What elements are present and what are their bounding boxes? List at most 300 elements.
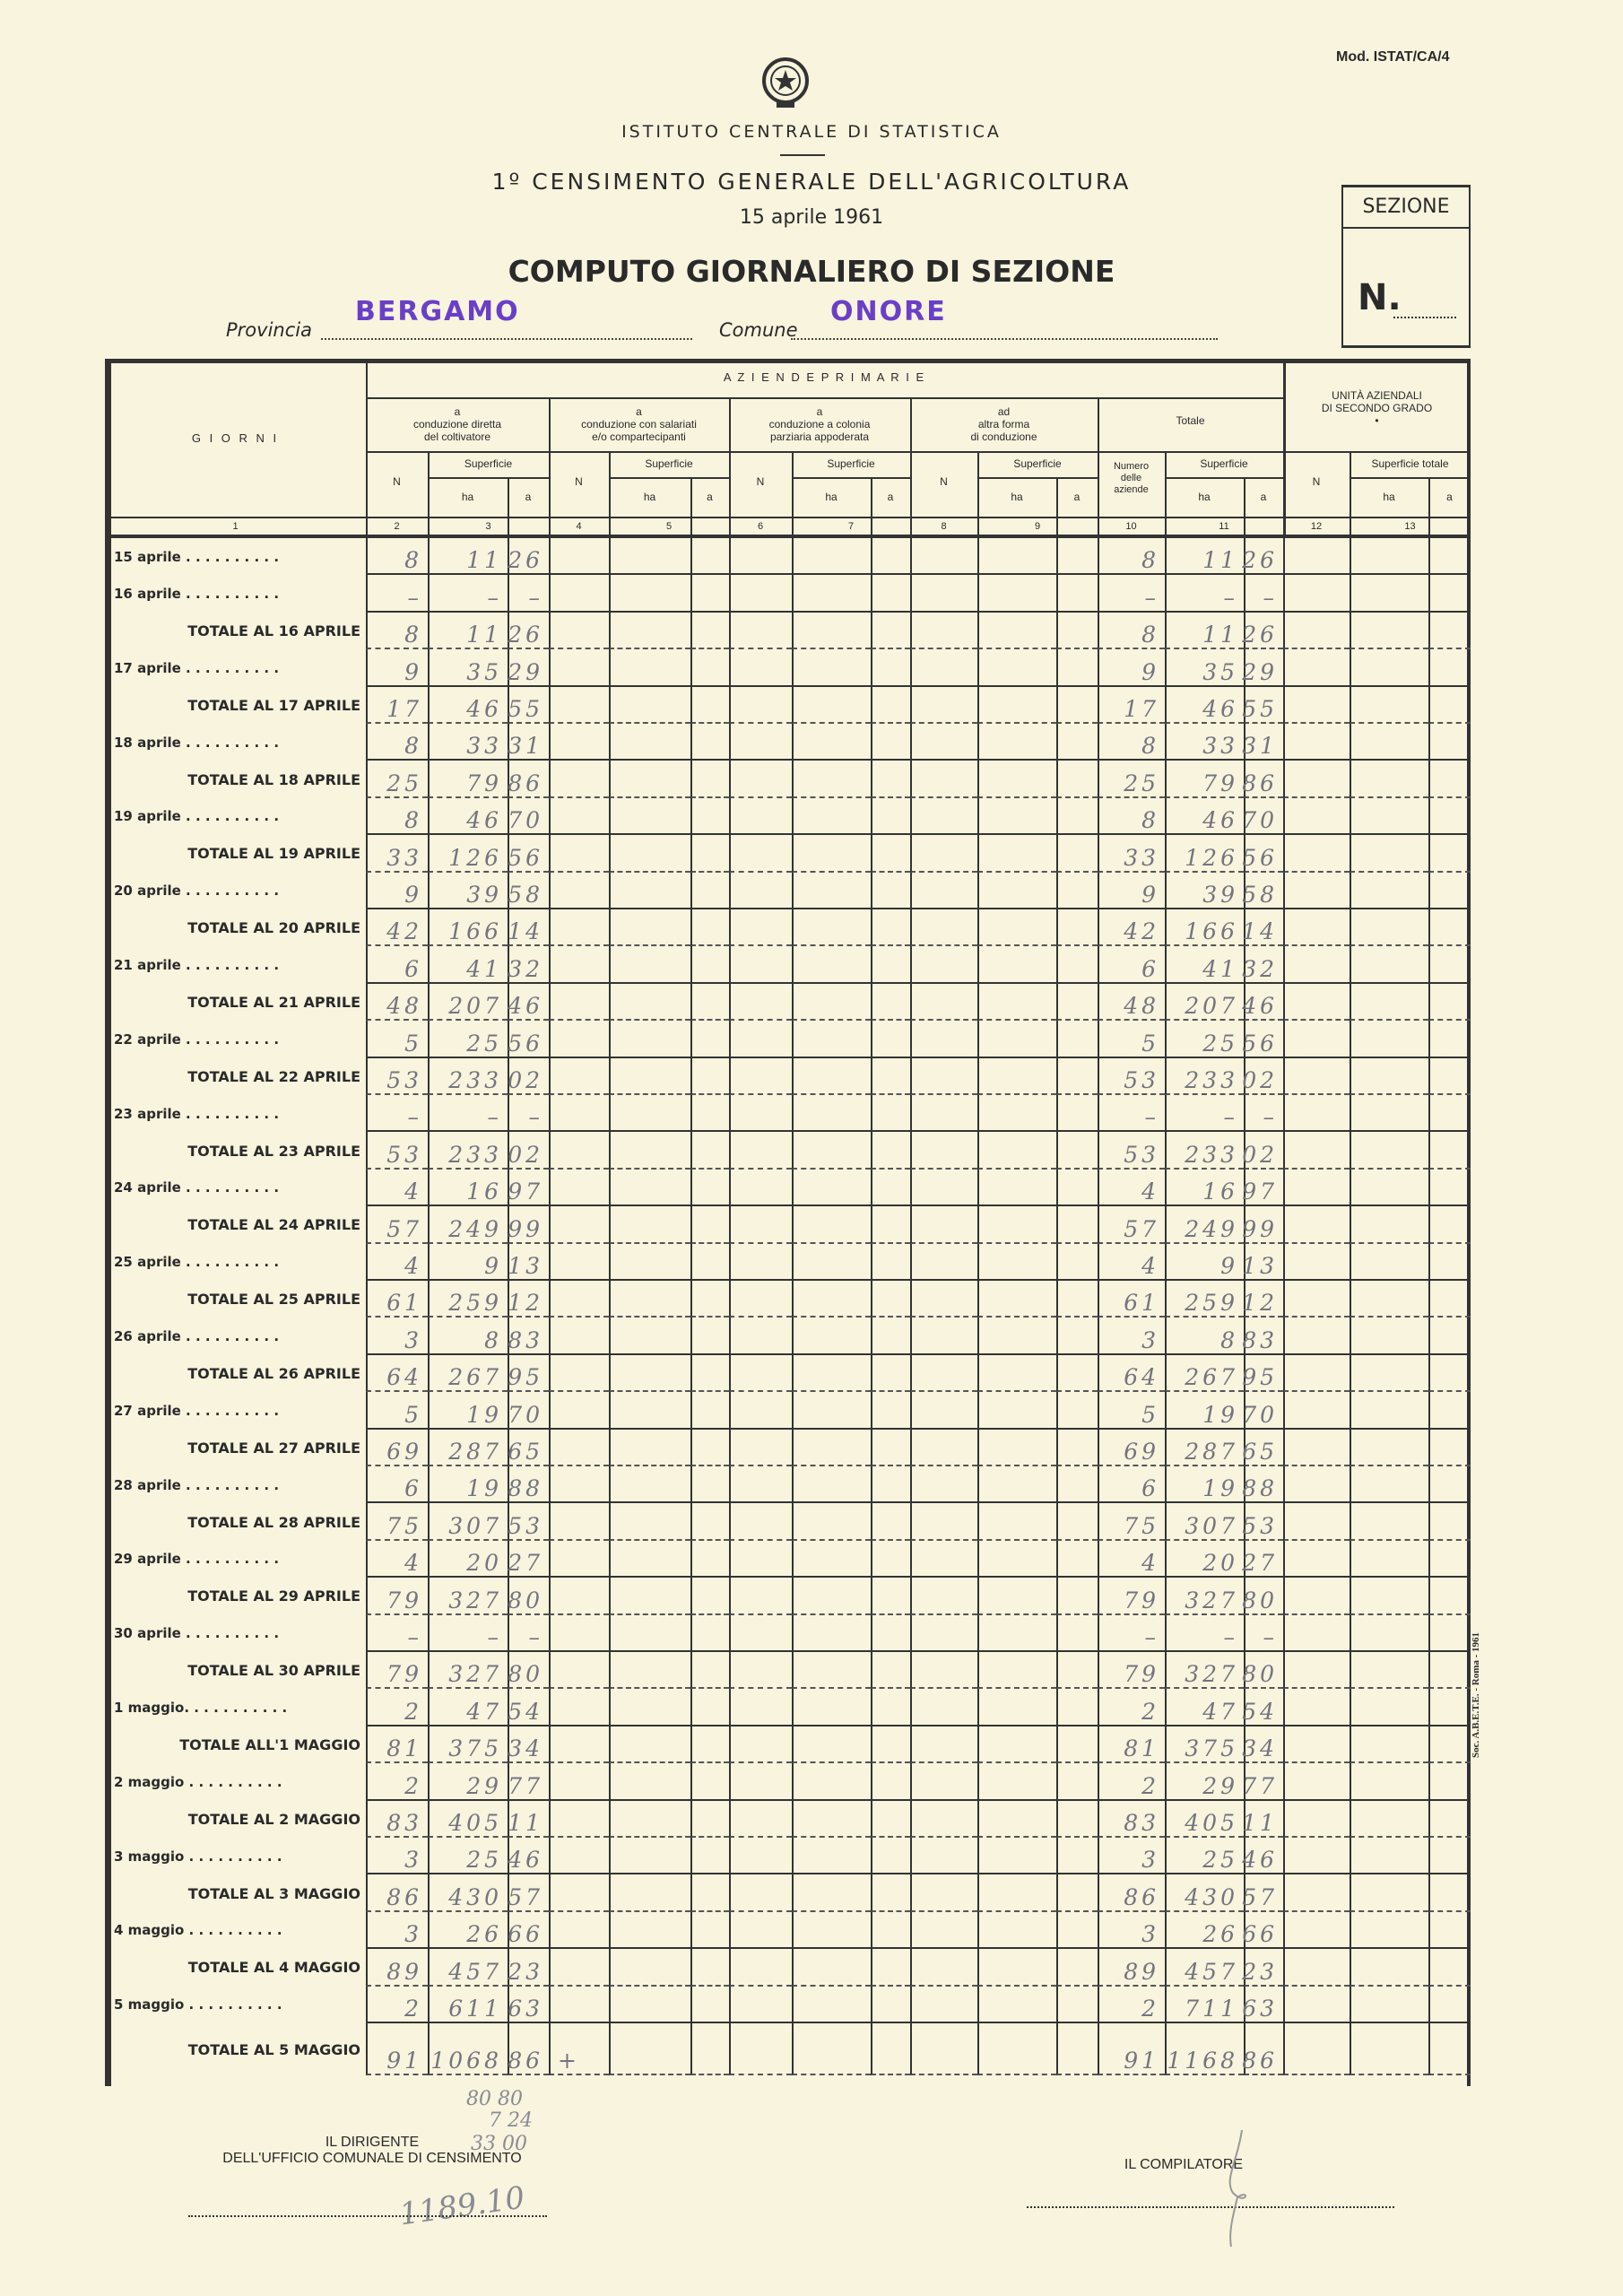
table-cell[interactable]	[609, 1987, 690, 2023]
table-cell[interactable]	[508, 1801, 549, 1838]
table-cell[interactable]	[1165, 1503, 1244, 1540]
table-cell[interactable]	[729, 1503, 792, 1540]
table-cell[interactable]	[977, 984, 1056, 1021]
table-cell[interactable]	[792, 1058, 871, 1095]
table-cell[interactable]	[871, 1541, 910, 1578]
table-cell[interactable]	[1283, 1132, 1350, 1169]
table-cell[interactable]	[729, 1949, 792, 1986]
table-cell[interactable]	[910, 1281, 977, 1318]
table-cell[interactable]	[1165, 1244, 1244, 1281]
table-cell[interactable]	[1098, 835, 1165, 872]
table-cell[interactable]	[366, 909, 428, 946]
table-cell[interactable]	[1165, 687, 1244, 724]
table-cell[interactable]	[729, 1578, 792, 1614]
table-cell[interactable]	[977, 1095, 1056, 1132]
table-cell[interactable]	[1165, 1912, 1244, 1949]
table-cell[interactable]	[549, 1021, 609, 1057]
table-cell[interactable]	[1283, 1838, 1350, 1874]
table-cell[interactable]	[366, 1874, 428, 1911]
table-cell[interactable]	[1283, 1318, 1350, 1354]
table-cell[interactable]	[428, 613, 508, 649]
table-cell[interactable]	[508, 761, 549, 797]
table-cell[interactable]	[977, 1021, 1056, 1057]
table-cell[interactable]	[1056, 687, 1098, 724]
table-cell[interactable]	[690, 798, 729, 835]
table-cell[interactable]	[977, 1689, 1056, 1726]
table-cell[interactable]	[1056, 761, 1098, 797]
table-cell[interactable]	[1056, 1430, 1098, 1466]
table-cell[interactable]	[1428, 1652, 1471, 1689]
table-cell[interactable]	[366, 1503, 428, 1540]
table-cell[interactable]	[366, 1058, 428, 1095]
comune-value[interactable]: ONORE	[830, 296, 947, 327]
table-cell[interactable]	[508, 946, 549, 983]
table-cell[interactable]	[609, 1949, 690, 1986]
table-cell[interactable]	[792, 798, 871, 835]
table-cell[interactable]	[1056, 1503, 1098, 1540]
table-cell[interactable]	[792, 1392, 871, 1429]
table-cell[interactable]	[1350, 1430, 1428, 1466]
table-cell[interactable]	[1283, 1578, 1350, 1614]
table-cell[interactable]	[1428, 1244, 1471, 1281]
table-cell[interactable]	[1098, 1652, 1165, 1689]
table-cell[interactable]	[977, 1763, 1056, 1800]
table-cell[interactable]	[1165, 1726, 1244, 1763]
table-cell[interactable]	[729, 538, 792, 575]
table-cell[interactable]	[609, 1281, 690, 1318]
table-cell[interactable]	[792, 1689, 871, 1726]
table-cell[interactable]	[609, 1652, 690, 1689]
table-cell[interactable]	[690, 835, 729, 872]
compilatore-signature-line[interactable]	[1027, 2206, 1394, 2208]
table-cell[interactable]	[690, 1392, 729, 1429]
table-cell[interactable]	[508, 575, 549, 612]
table-cell[interactable]	[549, 1206, 609, 1243]
table-cell[interactable]	[1056, 835, 1098, 872]
table-cell[interactable]	[871, 761, 910, 797]
table-cell[interactable]	[910, 1874, 977, 1911]
table-cell[interactable]	[609, 1095, 690, 1132]
table-cell[interactable]	[549, 1652, 609, 1689]
table-cell[interactable]	[792, 1987, 871, 2023]
table-cell[interactable]	[549, 909, 609, 946]
table-cell[interactable]	[1056, 798, 1098, 835]
table-cell[interactable]	[549, 1170, 609, 1206]
table-cell[interactable]	[871, 613, 910, 649]
table-cell[interactable]	[428, 1689, 508, 1726]
table-cell[interactable]	[792, 1726, 871, 1763]
table-cell[interactable]	[1098, 1615, 1165, 1652]
table-cell[interactable]	[609, 1392, 690, 1429]
table-cell[interactable]	[609, 1503, 690, 1540]
table-cell[interactable]	[1244, 1541, 1283, 1578]
table-cell[interactable]	[1283, 724, 1350, 761]
table-cell[interactable]	[428, 1987, 508, 2023]
table-cell[interactable]	[1244, 909, 1283, 946]
table-cell[interactable]	[910, 1578, 977, 1614]
table-cell[interactable]	[729, 835, 792, 872]
table-cell[interactable]	[1350, 1281, 1428, 1318]
table-cell[interactable]	[549, 761, 609, 797]
table-cell[interactable]	[1056, 1281, 1098, 1318]
table-cell[interactable]	[1056, 724, 1098, 761]
table-cell[interactable]	[910, 1206, 977, 1243]
table-cell[interactable]	[1098, 909, 1165, 946]
table-cell[interactable]	[1283, 761, 1350, 797]
table-cell[interactable]	[1098, 1726, 1165, 1763]
table-cell[interactable]	[977, 1281, 1056, 1318]
table-cell[interactable]	[1056, 1838, 1098, 1874]
table-cell[interactable]	[1350, 1541, 1428, 1578]
table-cell[interactable]	[1244, 1578, 1283, 1614]
table-cell[interactable]	[792, 1170, 871, 1206]
table-cell[interactable]	[1350, 1466, 1428, 1503]
table-cell[interactable]	[1350, 1206, 1428, 1243]
table-cell[interactable]	[1428, 1503, 1471, 1540]
table-cell[interactable]	[1350, 946, 1428, 983]
table-cell[interactable]	[910, 1466, 977, 1503]
table-cell[interactable]	[1428, 1132, 1471, 1169]
table-cell[interactable]	[1056, 1874, 1098, 1911]
table-cell[interactable]	[366, 1430, 428, 1466]
table-cell[interactable]	[792, 873, 871, 909]
table-cell[interactable]	[1056, 1801, 1098, 1838]
table-cell[interactable]	[871, 1430, 910, 1466]
table-cell[interactable]	[1428, 687, 1471, 724]
table-cell[interactable]	[977, 538, 1056, 575]
table-cell[interactable]	[729, 1392, 792, 1429]
table-cell[interactable]	[1350, 1763, 1428, 1800]
table-cell[interactable]	[428, 538, 508, 575]
table-cell[interactable]	[1056, 909, 1098, 946]
table-cell[interactable]	[1428, 946, 1471, 983]
table-cell[interactable]	[609, 1541, 690, 1578]
table-cell[interactable]	[366, 1132, 428, 1169]
table-cell[interactable]	[729, 1801, 792, 1838]
table-cell[interactable]	[366, 1801, 428, 1838]
table-cell[interactable]	[1165, 1949, 1244, 1986]
table-cell[interactable]	[1165, 1466, 1244, 1503]
table-cell[interactable]	[690, 1652, 729, 1689]
table-cell[interactable]	[690, 2023, 729, 2075]
table-cell[interactable]	[1350, 1949, 1428, 1986]
table-cell[interactable]	[549, 1987, 609, 2023]
table-cell[interactable]	[910, 761, 977, 797]
table-cell[interactable]	[1244, 835, 1283, 872]
table-cell[interactable]	[549, 1838, 609, 1874]
table-cell[interactable]	[690, 1058, 729, 1095]
table-cell[interactable]	[1283, 1763, 1350, 1800]
table-cell[interactable]	[1244, 1430, 1283, 1466]
table-cell[interactable]	[508, 2023, 549, 2075]
table-cell[interactable]	[1283, 1095, 1350, 1132]
table-cell[interactable]	[1244, 1206, 1283, 1243]
table-cell[interactable]	[1165, 873, 1244, 909]
table-cell[interactable]	[1244, 1466, 1283, 1503]
table-cell[interactable]	[428, 761, 508, 797]
table-cell[interactable]	[1165, 1095, 1244, 1132]
table-cell[interactable]	[1350, 835, 1428, 872]
table-cell[interactable]	[366, 613, 428, 649]
table-cell[interactable]	[1098, 761, 1165, 797]
table-cell[interactable]	[1283, 649, 1350, 686]
table-cell[interactable]	[729, 873, 792, 909]
table-cell[interactable]	[508, 1949, 549, 1986]
table-cell[interactable]	[1098, 649, 1165, 686]
table-cell[interactable]	[1350, 575, 1428, 612]
table-cell[interactable]	[428, 1021, 508, 1057]
table-cell[interactable]	[549, 946, 609, 983]
table-cell[interactable]	[1283, 1541, 1350, 1578]
table-cell[interactable]	[508, 984, 549, 1021]
table-cell[interactable]	[428, 798, 508, 835]
table-cell[interactable]	[1056, 873, 1098, 909]
table-cell[interactable]	[1165, 538, 1244, 575]
table-cell[interactable]	[1165, 1355, 1244, 1392]
table-cell[interactable]	[428, 1095, 508, 1132]
table-cell[interactable]	[366, 1987, 428, 2023]
table-cell[interactable]	[977, 1801, 1056, 1838]
table-cell[interactable]	[1428, 873, 1471, 909]
table-cell[interactable]	[428, 1281, 508, 1318]
table-cell[interactable]	[508, 1318, 549, 1354]
table-cell[interactable]	[1350, 1726, 1428, 1763]
table-cell[interactable]	[508, 1095, 549, 1132]
table-cell[interactable]	[1283, 1392, 1350, 1429]
table-cell[interactable]	[1428, 1058, 1471, 1095]
table-cell[interactable]	[910, 1503, 977, 1540]
table-cell[interactable]	[871, 946, 910, 983]
table-cell[interactable]	[1165, 1058, 1244, 1095]
table-cell[interactable]	[609, 1244, 690, 1281]
table-cell[interactable]	[977, 1466, 1056, 1503]
table-cell[interactable]	[428, 1874, 508, 1911]
table-cell[interactable]	[1098, 1801, 1165, 1838]
table-cell[interactable]	[792, 1355, 871, 1392]
table-cell[interactable]	[1056, 1206, 1098, 1243]
table-cell[interactable]	[690, 1355, 729, 1392]
table-cell[interactable]	[1165, 724, 1244, 761]
table-cell[interactable]	[871, 1615, 910, 1652]
table-cell[interactable]	[1428, 724, 1471, 761]
table-cell[interactable]	[366, 1244, 428, 1281]
table-cell[interactable]	[1056, 1949, 1098, 1986]
table-cell[interactable]	[792, 1874, 871, 1911]
table-cell[interactable]	[792, 1095, 871, 1132]
table-cell[interactable]	[428, 1949, 508, 1986]
table-cell[interactable]	[1098, 873, 1165, 909]
table-cell[interactable]	[609, 909, 690, 946]
table-cell[interactable]	[1056, 1689, 1098, 1726]
table-cell[interactable]	[1283, 909, 1350, 946]
table-cell[interactable]	[549, 649, 609, 686]
table-cell[interactable]	[871, 1170, 910, 1206]
table-cell[interactable]	[1244, 1874, 1283, 1911]
table-cell[interactable]	[1165, 946, 1244, 983]
table-cell[interactable]	[549, 1726, 609, 1763]
table-cell[interactable]	[1283, 1058, 1350, 1095]
table-cell[interactable]	[690, 1095, 729, 1132]
table-cell[interactable]	[910, 873, 977, 909]
table-cell[interactable]	[690, 946, 729, 983]
table-cell[interactable]	[508, 649, 549, 686]
table-cell[interactable]	[366, 1095, 428, 1132]
table-cell[interactable]	[1283, 538, 1350, 575]
table-cell[interactable]	[690, 1838, 729, 1874]
table-cell[interactable]	[729, 1430, 792, 1466]
table-cell[interactable]	[549, 1949, 609, 1986]
table-cell[interactable]	[549, 1578, 609, 1614]
table-cell[interactable]	[549, 1318, 609, 1354]
table-cell[interactable]	[792, 687, 871, 724]
table-cell[interactable]	[1098, 575, 1165, 612]
table-cell[interactable]	[1056, 1466, 1098, 1503]
table-cell[interactable]	[366, 2023, 428, 2075]
table-cell[interactable]	[729, 724, 792, 761]
table-cell[interactable]	[977, 1541, 1056, 1578]
table-cell[interactable]	[871, 835, 910, 872]
table-cell[interactable]	[1428, 1763, 1471, 1800]
sezione-number-field[interactable]	[1393, 317, 1456, 318]
table-cell[interactable]	[366, 761, 428, 797]
table-cell[interactable]	[871, 984, 910, 1021]
table-cell[interactable]	[508, 1726, 549, 1763]
table-cell[interactable]	[1098, 724, 1165, 761]
table-cell[interactable]	[549, 2023, 609, 2075]
table-cell[interactable]	[549, 798, 609, 835]
table-cell[interactable]	[792, 613, 871, 649]
table-cell[interactable]	[549, 613, 609, 649]
table-cell[interactable]	[910, 1689, 977, 1726]
table-cell[interactable]	[1283, 1726, 1350, 1763]
table-cell[interactable]	[1056, 1726, 1098, 1763]
table-cell[interactable]	[910, 1615, 977, 1652]
table-cell[interactable]	[1244, 1726, 1283, 1763]
table-cell[interactable]	[1056, 1132, 1098, 1169]
table-cell[interactable]	[549, 1912, 609, 1949]
table-cell[interactable]	[690, 1949, 729, 1986]
table-cell[interactable]	[609, 2023, 690, 2075]
table-cell[interactable]	[1098, 1170, 1165, 1206]
table-cell[interactable]	[690, 1430, 729, 1466]
table-cell[interactable]	[428, 1392, 508, 1429]
table-cell[interactable]	[910, 1949, 977, 1986]
table-cell[interactable]	[609, 1838, 690, 1874]
table-cell[interactable]	[1283, 1170, 1350, 1206]
table-cell[interactable]	[366, 649, 428, 686]
table-cell[interactable]	[508, 1578, 549, 1614]
table-cell[interactable]	[690, 984, 729, 1021]
table-cell[interactable]	[977, 946, 1056, 983]
table-cell[interactable]	[1165, 1132, 1244, 1169]
table-cell[interactable]	[1244, 1095, 1283, 1132]
table-cell[interactable]	[609, 1912, 690, 1949]
table-cell[interactable]	[1244, 1949, 1283, 1986]
table-cell[interactable]	[1350, 909, 1428, 946]
table-cell[interactable]	[428, 835, 508, 872]
table-cell[interactable]	[792, 1466, 871, 1503]
table-cell[interactable]	[1283, 1689, 1350, 1726]
table-cell[interactable]	[871, 909, 910, 946]
table-cell[interactable]	[508, 873, 549, 909]
table-cell[interactable]	[871, 1318, 910, 1354]
table-cell[interactable]	[1056, 649, 1098, 686]
table-cell[interactable]	[1283, 1281, 1350, 1318]
table-cell[interactable]	[1244, 1801, 1283, 1838]
table-cell[interactable]	[910, 1355, 977, 1392]
table-cell[interactable]	[1244, 1132, 1283, 1169]
table-cell[interactable]	[1056, 1058, 1098, 1095]
table-cell[interactable]	[1098, 1058, 1165, 1095]
table-cell[interactable]	[1350, 1987, 1428, 2023]
table-cell[interactable]	[871, 1763, 910, 1800]
table-cell[interactable]	[508, 1392, 549, 1429]
table-cell[interactable]	[871, 1206, 910, 1243]
table-cell[interactable]	[729, 649, 792, 686]
table-cell[interactable]	[609, 1578, 690, 1614]
table-cell[interactable]	[1098, 1763, 1165, 1800]
table-cell[interactable]	[366, 1578, 428, 1614]
table-cell[interactable]	[729, 1689, 792, 1726]
table-cell[interactable]	[549, 1689, 609, 1726]
table-cell[interactable]	[1244, 1615, 1283, 1652]
table-cell[interactable]	[977, 1578, 1056, 1614]
table-cell[interactable]	[1244, 649, 1283, 686]
table-cell[interactable]	[729, 1763, 792, 1800]
table-cell[interactable]	[977, 1652, 1056, 1689]
table-cell[interactable]	[428, 909, 508, 946]
table-cell[interactable]	[910, 798, 977, 835]
table-cell[interactable]	[792, 1281, 871, 1318]
table-cell[interactable]	[1428, 649, 1471, 686]
table-cell[interactable]	[549, 1281, 609, 1318]
table-cell[interactable]	[549, 1244, 609, 1281]
table-cell[interactable]	[1350, 1874, 1428, 1911]
table-cell[interactable]	[508, 1466, 549, 1503]
table-cell[interactable]	[1165, 761, 1244, 797]
table-cell[interactable]	[1244, 613, 1283, 649]
table-cell[interactable]	[1165, 1318, 1244, 1354]
table-cell[interactable]	[508, 835, 549, 872]
table-cell[interactable]	[690, 1689, 729, 1726]
table-cell[interactable]	[1350, 613, 1428, 649]
table-cell[interactable]	[1165, 1170, 1244, 1206]
table-cell[interactable]	[977, 909, 1056, 946]
table-cell[interactable]	[1165, 1652, 1244, 1689]
table-cell[interactable]	[1283, 1355, 1350, 1392]
table-cell[interactable]	[1283, 687, 1350, 724]
table-cell[interactable]	[428, 1801, 508, 1838]
table-cell[interactable]	[871, 1281, 910, 1318]
table-cell[interactable]	[1056, 946, 1098, 983]
table-cell[interactable]	[366, 1541, 428, 1578]
table-cell[interactable]	[1165, 1874, 1244, 1911]
table-cell[interactable]	[1098, 1318, 1165, 1354]
table-cell[interactable]	[1098, 1206, 1165, 1243]
table-cell[interactable]	[1165, 613, 1244, 649]
table-cell[interactable]	[428, 1206, 508, 1243]
table-cell[interactable]	[910, 613, 977, 649]
table-cell[interactable]	[1056, 1392, 1098, 1429]
table-cell[interactable]	[792, 1244, 871, 1281]
table-cell[interactable]	[609, 575, 690, 612]
table-cell[interactable]	[1098, 1281, 1165, 1318]
table-cell[interactable]	[1350, 1095, 1428, 1132]
table-cell[interactable]	[366, 1466, 428, 1503]
table-cell[interactable]	[366, 835, 428, 872]
table-cell[interactable]	[366, 1355, 428, 1392]
table-cell[interactable]	[1098, 613, 1165, 649]
